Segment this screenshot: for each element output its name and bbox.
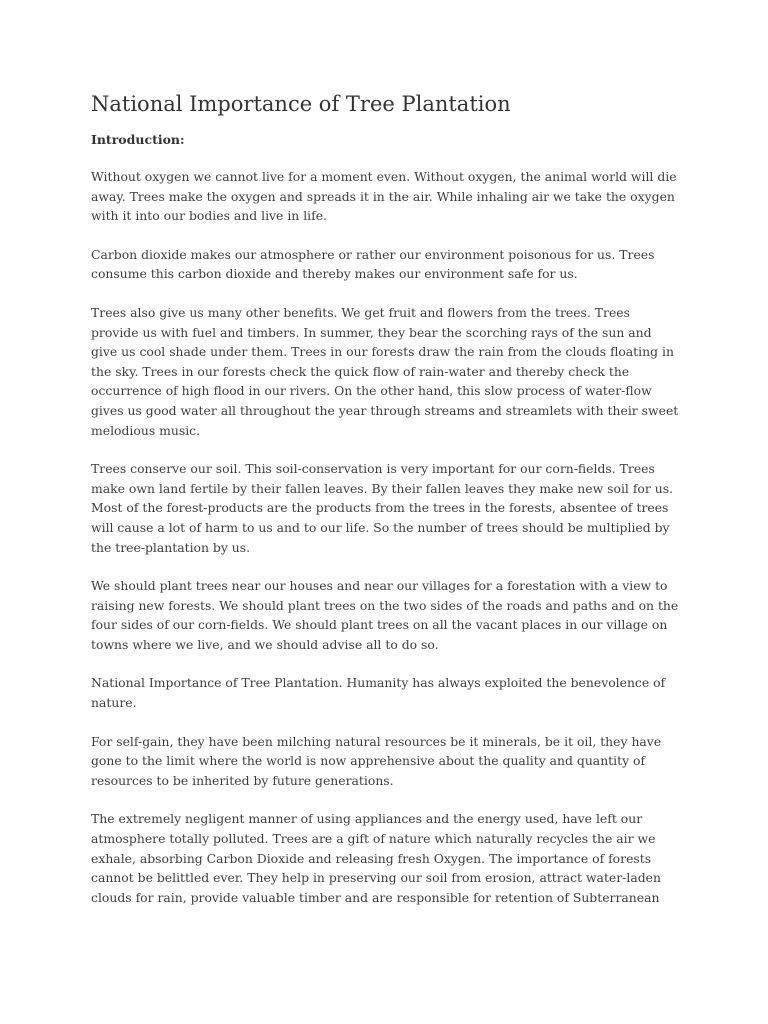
document-body (91, 90, 679, 926)
paragraph: Trees conserve our soil. This soil-conservation is very important for our corn-fields. Trees make own land fertile by their fallen leaves. By their fallen leaves they make new soil for us. Most of the forest-products are the products from the trees in the forests, absentee of trees will cause a lot of harm to us and to our life. So the number of trees should be multiplied by the tree-plantation by us. (91, 461, 674, 555)
document-title: National Importance of Tree Plantation (91, 92, 511, 116)
paragraph: The extremely negligent manner of using appliances and the energy used, have left our atmosphere totally polluted. Trees are a gift of nature which naturally recycles the air we exhale, absorbing Carbon Dioxide and releasing fresh Oxygen. The importance of forests cannot be belittled ever. They help in preserving our soil from erosion, attract water-laden clouds for rain, provide valuable timber and are responsible for retention of Subterranean (91, 811, 661, 905)
paragraph: For self-gain, they have been milching natural resources be it minerals, be it oil, they have gone to the limit where the world is now apprehensive about the quality and quantity of resources to be inherited by future generations. (91, 733, 662, 788)
paragraph: Without oxygen we cannot live for a moment even. Without oxygen, the animal world will die away. Trees make the oxygen and spreads it in the air. While inhaling air we take the oxygen with it into our bodies and live in life. (91, 169, 677, 224)
paragraph: We should plant trees near our houses and near our villages for a forestation with a view to raising new forests. We should plant trees on the two sides of the roads and paths and on the four sides of our corn-fields. We should plant trees on all the vacant places in our village on towns where we live, and we should advise all to do so. (91, 578, 679, 652)
paragraph: Carbon dioxide makes our atmosphere or rather our environment poisonous for us. Trees consume this carbon dioxide and thereby makes our environment safe for us. (91, 246, 655, 282)
section-heading-introduction: Introduction: (91, 132, 185, 147)
paragraph: National Importance of Tree Plantation. Humanity has always exploited the benevolence of nature. (91, 675, 666, 711)
paragraph: Trees also give us many other benefits. We get fruit and flowers from the trees. Trees provide us with fuel and timbers. In summer, they bear the scorching rays of the sun and give us cool shade under them. Trees in our forests draw the rain from the clouds floating in the sky. Trees in our forests check the quick flow of rain-water and thereby check the occurrence of high flood in our rivers. On the other hand, this slow process of water-flow gives us good water all throughout the year through streams and streamlets with their sweet melodious music. (91, 304, 679, 438)
